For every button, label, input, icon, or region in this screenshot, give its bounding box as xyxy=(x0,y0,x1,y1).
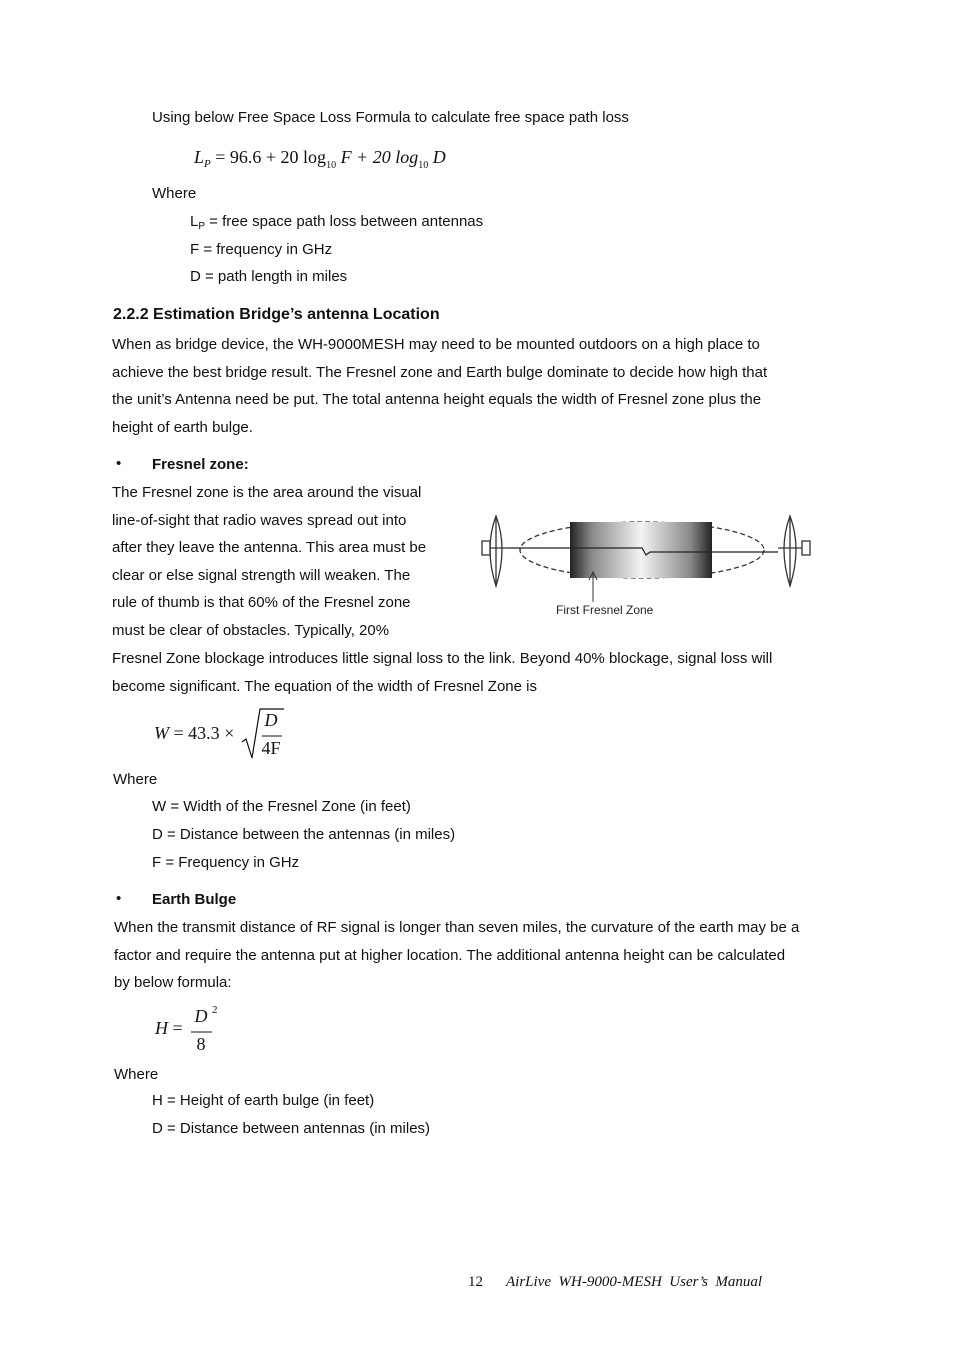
earth-formula-num xyxy=(190,1006,212,1027)
section-paragraph xyxy=(112,331,852,441)
earth-line: by below formula: xyxy=(114,974,232,992)
earth-line: factor and require the antenna put at higher location. The additional antenna height can be calculated xyxy=(114,946,786,964)
bullet: • xyxy=(116,890,122,907)
fresnel-line: line-of-sight that radio waves spread out into xyxy=(112,511,407,529)
earth-def: H = Height of earth bulge (in feet) xyxy=(152,1092,375,1109)
fresnel-formula-eq: = 43.3 × xyxy=(173,723,235,743)
right-antenna-icon xyxy=(778,516,810,586)
where-label-1: Where xyxy=(152,185,197,202)
fresnel-paragraph-narrow xyxy=(112,479,462,645)
left-antenna-icon xyxy=(482,516,508,586)
fresnel-formula-lhs xyxy=(154,723,234,744)
footer-page-number: 12 xyxy=(468,1274,483,1290)
formula-eq: = 96.6 + 20 log xyxy=(215,147,327,167)
def-lp-text: = free space path loss between antennas xyxy=(205,213,484,230)
formula-lhs: L xyxy=(194,147,205,167)
formula-end: D xyxy=(432,147,446,167)
footer-title xyxy=(506,1274,762,1291)
earth-paragraph xyxy=(114,914,854,997)
fresnel-line: The Fresnel zone is the area around the visual xyxy=(112,484,422,501)
arrow-up-icon xyxy=(589,572,597,602)
fresnel-paragraph-wide xyxy=(112,645,852,700)
fresnel-def: F = Frequency in GHz xyxy=(152,854,300,871)
fresnel-formula-den: 4F xyxy=(261,738,281,758)
fresnel-def: D = Distance between the antennas (in miles) xyxy=(152,826,456,843)
fresnel-title: Fresnel zone: xyxy=(152,456,249,473)
formula-sub1: 10 xyxy=(326,160,337,171)
where-label-2: Where xyxy=(113,771,158,788)
earth-title: Earth Bulge xyxy=(152,891,237,908)
footer-title-text: AirLive WH-9000-MESH User’s Manual xyxy=(506,1274,763,1290)
where-label-3: Where xyxy=(114,1066,159,1083)
num-d: D xyxy=(264,710,278,730)
def-lp-sym: L xyxy=(190,213,199,230)
earth-formula-den: 8 xyxy=(196,1034,206,1054)
section-line: When as bridge device, the WH-9000MESH may need to be mounted outdoors on a high place to xyxy=(112,336,760,353)
def-lp xyxy=(190,212,483,237)
fresnel-line: Fresnel Zone blockage introduces little signal loss to the link. Beyond 40% blockage, signal loss will xyxy=(112,650,773,667)
earth-formula-h: H xyxy=(155,1018,168,1038)
fresnel-line: rule of thumb is that 60% of the Fresnel zone xyxy=(112,594,411,612)
earth-line: When the transmit distance of RF signal is longer than seven miles, the curvature of the earth may be a xyxy=(114,919,800,936)
def-lp-sub: P xyxy=(198,221,206,232)
section-line: the unit’s Antenna need be put. The total antenna height equals the width of Fresnel zone plus the xyxy=(112,391,762,409)
earth-def: D = Distance between antennas (in miles) xyxy=(152,1120,431,1137)
fresnel-zone-figure xyxy=(474,508,819,626)
def-f: F = frequency in GHz xyxy=(190,241,333,258)
formula-sub2: 10 xyxy=(418,160,429,171)
figure-caption: First Fresnel Zone xyxy=(556,603,654,617)
fresnel-line: must be clear of obstacles. Typically, 20% xyxy=(112,621,390,639)
earth-formula-exp: 2 xyxy=(212,1004,218,1016)
fresnel-formula-num xyxy=(256,710,286,731)
def-d: D = path length in miles xyxy=(190,268,348,285)
formula-lhs-sub: P xyxy=(204,158,211,170)
fresnel-formula-w: W xyxy=(154,723,169,743)
earth-formula-lhs xyxy=(155,1018,183,1039)
bullet: • xyxy=(116,455,122,472)
fresnel-def: W = Width of the Fresnel Zone (in feet) xyxy=(152,798,411,815)
fresnel-line: after they leave the antenna. This area must be xyxy=(112,539,427,557)
fresnel-line: become significant. The equation of the width of Fresnel Zone is xyxy=(112,677,537,695)
earth-num-d: D xyxy=(194,1006,208,1026)
section-line: achieve the best bridge result. The Fresnel zone and Earth bulge dominate to decide how high that xyxy=(112,363,768,381)
free-space-loss-formula xyxy=(194,147,446,171)
section-line: height of earth bulge. xyxy=(112,418,253,436)
fresnel-shaded-zone xyxy=(570,522,712,578)
earth-formula-eq: = xyxy=(172,1018,183,1038)
fresnel-line: clear or else signal strength will weaken. The xyxy=(112,566,411,584)
section-heading: 2.2.2 Estimation Bridge’s antenna Location xyxy=(113,306,440,323)
intro-text: Using below Free Space Loss Formula to calculate free space path loss xyxy=(152,109,629,126)
formula-mid: F + 20 log xyxy=(340,147,419,167)
